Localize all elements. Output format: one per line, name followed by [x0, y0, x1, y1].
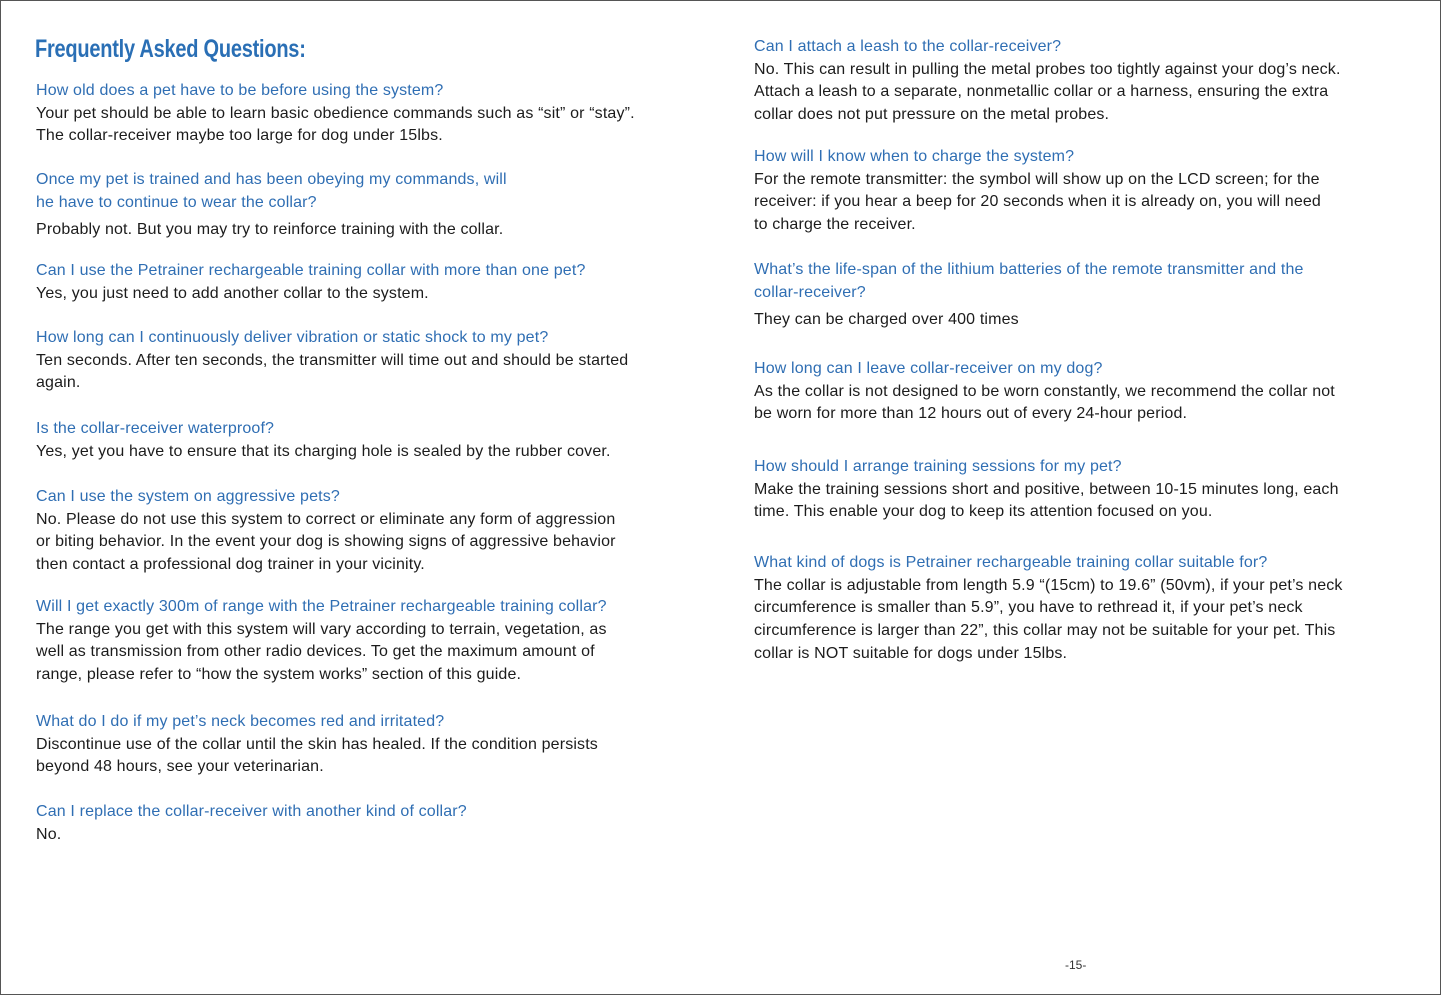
faq-item	[36, 80, 716, 148]
faq-answer: For the remote transmitter: the symbol will show up on the LCD screen; for the receiver: if you hear a beep for 20 seconds when it is already on, you will need to charge the receiver.	[754, 170, 1321, 234]
faq-question: Can I use the system on aggressive pets?	[36, 488, 340, 505]
faq-question: What do I do if my pet’s neck becomes red and irritated?	[36, 713, 445, 730]
faq-item	[36, 327, 716, 395]
faq-item	[754, 456, 1414, 524]
faq-question: Can I use the Petrainer rechargeable training collar with more than one pet?	[36, 262, 586, 279]
faq-answer: The collar is adjustable from length 5.9 “(15cm) to 19.6” (50vm), if your pet’s neck circumference is smaller than 5.9”, you have to rethread it, if your pet’s neck circumference is larger than 22”, this collar may not be suitable for your pet. This collar is NOT suitable for dogs under 15lbs.	[754, 576, 1343, 662]
faq-answer: Ten seconds. After ten seconds, the transmitter will time out and should be started again.	[36, 351, 629, 392]
faq-item	[36, 418, 716, 463]
faq-question: How long can I leave collar-receiver on my dog?	[754, 360, 1103, 377]
faq-answer: No. Please do not use this system to correct or eliminate any form of aggression or biting behavior. In the event your dog is showing signs of aggressive behavior then contact a professional dog trainer in your vicinity.	[36, 510, 616, 574]
faq-item	[36, 596, 716, 687]
page-number: -15-	[1065, 958, 1087, 972]
page-title: Frequently Asked Questions:	[35, 35, 306, 63]
faq-answer: Yes, you just need to add another collar to the system.	[36, 284, 429, 302]
faq-answer: Make the training sessions short and positive, between 10-15 minutes long, each time. This enable your dog to keep its attention focused on you.	[754, 480, 1339, 521]
faq-item	[754, 552, 1414, 666]
faq-question: Will I get exactly 300m of range with the Petrainer rechargeable training collar?	[36, 598, 607, 615]
faq-answer: No. This can result in pulling the metal probes too tightly against your dog’s neck. Attach a leash to a separate, nonmetallic collar or a harness, ensuring the extra collar does not put pressure on the metal probes.	[754, 60, 1341, 124]
faq-answer: As the collar is not designed to be worn constantly, we recommend the collar not be worn for more than 12 hours out of every 24-hour period.	[754, 382, 1335, 423]
faq-question: Once my pet is trained and has been obeying my commands, will he have to continue to wear the collar?	[36, 171, 507, 211]
faq-answer: No.	[36, 825, 62, 843]
faq-question: What kind of dogs is Petrainer rechargeable training collar suitable for?	[754, 554, 1268, 571]
faq-answer: Probably not. But you may try to reinforce training with the collar.	[36, 221, 504, 238]
faq-question: How will I know when to charge the system?	[754, 148, 1075, 165]
faq-item	[36, 260, 716, 305]
faq-item	[36, 711, 716, 779]
faq-item	[36, 801, 716, 846]
faq-item	[754, 36, 1414, 127]
faq-question: How old does a pet have to be before using the system?	[36, 82, 444, 99]
faq-question: Is the collar-receiver waterproof?	[36, 420, 275, 437]
faq-answer: Discontinue use of the collar until the skin has healed. If the condition persists beyond 48 hours, see your veterinarian.	[36, 735, 598, 776]
faq-question: How should I arrange training sessions for my pet?	[754, 458, 1122, 475]
faq-answer: Your pet should be able to learn basic obedience commands such as “sit” or “stay”. The collar-receiver maybe too large for dog under 15lbs.	[36, 104, 635, 145]
faq-item	[754, 146, 1414, 237]
faq-item	[36, 169, 716, 242]
faq-item	[36, 486, 716, 577]
faq-answer: They can be charged over 400 times	[754, 311, 1019, 328]
faq-question: Can I replace the collar-receiver with another kind of collar?	[36, 803, 467, 820]
faq-item	[754, 358, 1414, 426]
faq-answer: The range you get with this system will vary according to terrain, vegetation, as well as transmission from other radio devices. To get the maximum amount of range, please refer to “how the system works” section of this guide.	[36, 620, 607, 684]
faq-item	[754, 259, 1414, 332]
faq-question: What’s the life-span of the lithium batteries of the remote transmitter and the collar-receiver?	[754, 261, 1304, 301]
faq-answer: Yes, yet you have to ensure that its charging hole is sealed by the rubber cover.	[36, 442, 611, 460]
faq-question: How long can I continuously deliver vibration or static shock to my pet?	[36, 329, 549, 346]
faq-question: Can I attach a leash to the collar-receiver?	[754, 38, 1062, 55]
